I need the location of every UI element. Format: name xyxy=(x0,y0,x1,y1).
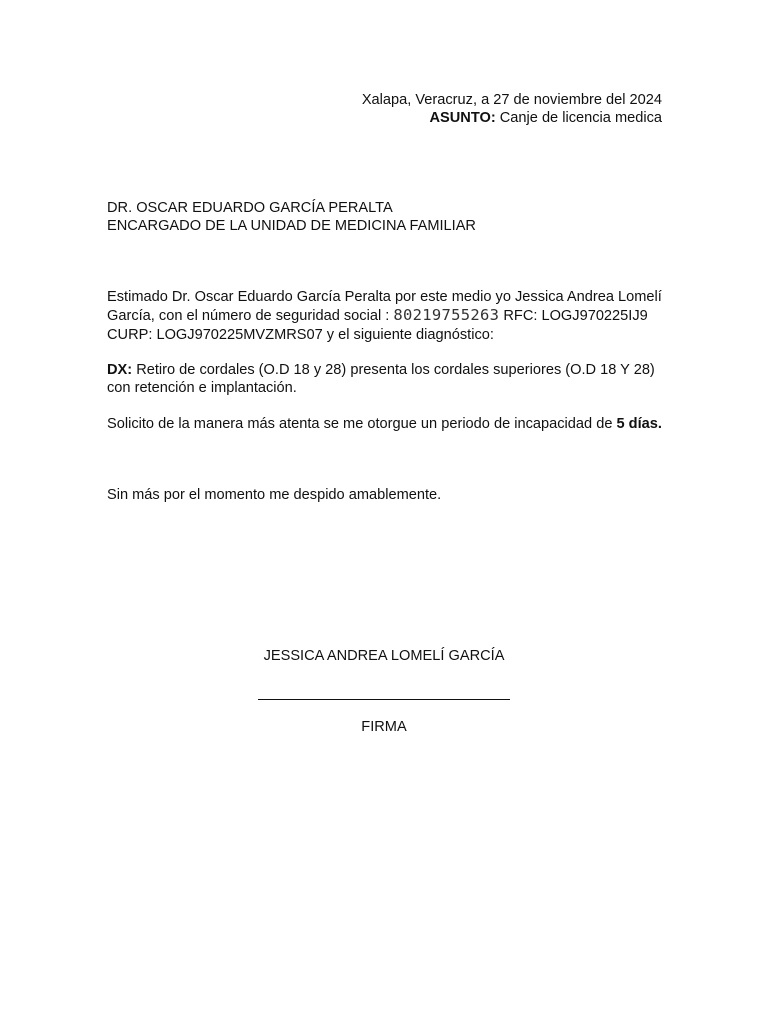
recipient-position: ENCARGADO DE LA UNIDAD DE MEDICINA FAMILIAR xyxy=(107,218,476,235)
closing-paragraph: Sin más por el momento me despido amablemente. xyxy=(107,487,442,503)
signature-label: FIRMA xyxy=(361,719,407,735)
dx-label: DX: xyxy=(107,362,133,378)
intro-text-end: RFC: LOGJ970225IJ9 CURP: LOGJ970225MVZMRS07 y el siguiente diagnóstico: xyxy=(107,308,648,343)
request-days: 5 días. xyxy=(616,416,662,432)
dx-text: Retiro de cordales (O.D 18 y 28) presenta los cordales superiores (O.D 18 Y 28) con retención e implantación. xyxy=(107,362,655,397)
intro-paragraph xyxy=(107,288,662,344)
recipient-block xyxy=(107,199,662,236)
recipient-name: DR. OSCAR EDUARDO GARCÍA PERALTA xyxy=(107,200,393,216)
subject-line xyxy=(107,109,662,127)
subject-text: Canje de licencia medica xyxy=(495,110,662,127)
letter-header xyxy=(107,91,662,128)
signer-name: JESSICA ANDREA LOMELÍ GARCÍA xyxy=(263,648,505,664)
request-text: Solicito de la manera más atenta se me otorgue un periodo de incapacidad de xyxy=(107,416,617,432)
diagnosis-paragraph xyxy=(107,361,662,398)
subject-label: ASUNTO: xyxy=(429,110,496,127)
social-security-number: 80219755263 xyxy=(393,306,500,325)
request-paragraph xyxy=(107,415,662,433)
intro-text-start: Estimado Dr. Oscar Eduardo García Peralta por este medio yo Jessica Andrea Lomelí García, con el número de seguridad social : xyxy=(107,289,662,325)
signature-line xyxy=(258,699,510,700)
place-date: Xalapa, Veracruz, a 27 de noviembre del 2024 xyxy=(361,92,662,108)
